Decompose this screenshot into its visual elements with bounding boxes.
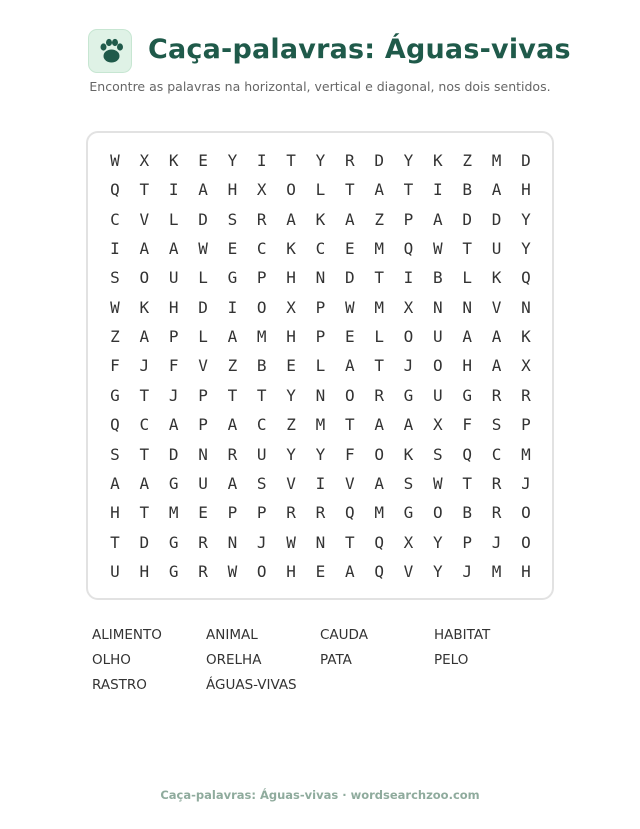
grid-letter[interactable]: L — [315, 356, 326, 376]
grid-letter[interactable]: A — [433, 209, 443, 229]
word-list-item: CAUDA — [320, 627, 368, 643]
grid-letter[interactable]: K — [168, 151, 179, 170]
grid-letter[interactable]: W — [344, 297, 355, 317]
grid-letter[interactable]: W — [198, 239, 208, 259]
grid-letter[interactable]: T — [139, 444, 150, 464]
grid-letter[interactable]: Y — [521, 239, 531, 259]
grid-letter[interactable]: Y — [403, 151, 414, 170]
grid-letter[interactable]: N — [315, 268, 326, 288]
grid-letter[interactable]: E — [286, 356, 296, 376]
grid-letter[interactable]: W — [110, 151, 120, 170]
grid-letter[interactable]: A — [344, 561, 355, 581]
grid-letter[interactable]: F — [462, 415, 472, 435]
grid-letter[interactable]: H — [462, 356, 472, 376]
grid-letter[interactable]: R — [198, 561, 208, 581]
grid-letter[interactable]: G — [403, 385, 414, 405]
grid-letter[interactable]: I — [433, 180, 443, 200]
grid-letter[interactable]: A — [227, 473, 238, 493]
grid-letter[interactable]: Y — [227, 151, 238, 170]
grid-letter[interactable]: P — [256, 268, 267, 288]
grid-letter[interactable]: T — [227, 385, 238, 405]
grid-letter[interactable]: N — [227, 532, 238, 552]
grid-letter[interactable]: I — [315, 473, 326, 493]
grid-letter[interactable]: S — [227, 209, 238, 229]
grid-letter[interactable]: V — [403, 561, 414, 581]
grid-letter[interactable]: O — [256, 561, 267, 581]
grid-letter[interactable]: N — [315, 532, 326, 552]
grid-letter[interactable]: T — [110, 532, 120, 552]
grid-letter[interactable]: C — [491, 444, 502, 464]
grid-letter[interactable]: A — [374, 473, 384, 493]
grid-letter[interactable]: D — [139, 532, 150, 552]
grid-letter[interactable]: J — [256, 532, 267, 552]
grid-letter[interactable]: T — [344, 532, 355, 552]
grid-letter[interactable]: M — [374, 297, 384, 317]
grid-letter[interactable]: Y — [433, 561, 443, 581]
word-list-item: RASTRO — [92, 677, 147, 693]
grid-letter[interactable]: P — [315, 327, 326, 347]
grid-letter[interactable]: D — [462, 209, 472, 229]
grid-letter[interactable]: P — [462, 532, 472, 552]
grid-letter[interactable]: U — [433, 327, 443, 347]
grid-letter[interactable]: O — [521, 503, 531, 523]
grid-letter[interactable]: N — [315, 385, 326, 405]
grid-letter[interactable]: P — [521, 415, 531, 435]
grid-letter[interactable]: L — [462, 268, 472, 288]
grid-letter[interactable]: A — [491, 327, 502, 347]
grid-letter[interactable]: A — [227, 327, 238, 347]
grid-letter[interactable]: X — [256, 180, 267, 200]
grid-letter[interactable]: K — [315, 209, 326, 229]
paw-icon — [89, 30, 133, 74]
grid-letter[interactable]: M — [256, 327, 267, 347]
word-list-item: HABITAT — [434, 627, 491, 643]
grid-letter[interactable]: T — [403, 180, 414, 200]
header — [0, 29, 640, 75]
grid-letter[interactable]: J — [139, 356, 150, 376]
grid-letter[interactable]: R — [521, 385, 531, 405]
grid-letter[interactable]: B — [433, 268, 443, 288]
grid-letter[interactable]: D — [198, 297, 208, 317]
grid-letter[interactable]: M — [491, 151, 502, 170]
grid-letter[interactable]: J — [403, 356, 414, 376]
grid-letter[interactable]: R — [491, 503, 502, 523]
grid-letter[interactable]: D — [521, 151, 531, 170]
grid-letter[interactable]: Z — [374, 209, 384, 229]
grid-letter[interactable]: D — [374, 151, 384, 170]
grid-letter[interactable]: M — [374, 239, 384, 259]
grid-letter[interactable]: F — [344, 444, 355, 464]
grid-letter[interactable]: R — [198, 532, 208, 552]
footer: Caça-palavras: Águas-vivas · wordsearchzoo.com — [160, 788, 480, 802]
grid-letter[interactable]: Z — [286, 415, 296, 435]
grid-letter[interactable]: M — [491, 561, 502, 581]
grid-letter[interactable]: P — [227, 503, 238, 523]
grid-letter[interactable]: G — [403, 503, 414, 523]
grid-letter[interactable]: M — [521, 444, 531, 464]
grid-letter[interactable]: K — [433, 151, 443, 170]
word-list-item: PELO — [434, 652, 469, 668]
grid-letter[interactable]: P — [256, 503, 267, 523]
grid-letter[interactable]: Z — [462, 151, 472, 170]
grid-letter[interactable]: H — [139, 561, 150, 581]
grid-letter[interactable]: U — [256, 444, 267, 464]
word-list-item: ORELHA — [206, 652, 262, 668]
grid-letter[interactable]: Y — [286, 444, 296, 464]
grid-letter[interactable]: J — [462, 561, 472, 581]
grid-letter[interactable]: E — [344, 327, 355, 347]
grid-letter[interactable]: N — [521, 297, 531, 317]
grid-letter[interactable]: X — [403, 297, 414, 317]
grid-letter[interactable]: S — [110, 268, 120, 288]
grid-letter[interactable]: E — [227, 239, 238, 259]
grid-letter[interactable]: O — [256, 297, 267, 317]
grid-letter[interactable]: C — [139, 415, 150, 435]
grid-letter[interactable]: A — [491, 180, 502, 200]
grid-letter[interactable]: R — [344, 151, 355, 170]
grid-letter[interactable]: C — [110, 209, 120, 229]
grid-letter[interactable]: Y — [286, 385, 296, 405]
grid-letter[interactable]: G — [110, 385, 120, 405]
grid-letter[interactable]: Q — [110, 415, 120, 435]
grid-letter[interactable]: V — [491, 297, 502, 317]
grid-letter[interactable]: H — [286, 268, 296, 288]
grid-letter[interactable]: O — [521, 532, 531, 552]
grid-letter[interactable]: M — [168, 503, 179, 523]
grid-letter[interactable]: B — [256, 356, 267, 376]
grid-letter[interactable]: A — [344, 209, 355, 229]
grid-letter[interactable]: L — [198, 327, 208, 347]
grid-letter[interactable]: A — [403, 415, 414, 435]
grid-letter[interactable]: E — [344, 239, 355, 259]
grid-letter[interactable]: L — [374, 327, 384, 347]
grid-letter[interactable]: A — [139, 239, 150, 259]
grid-letter[interactable]: X — [521, 356, 531, 376]
grid-letter[interactable]: G — [168, 532, 179, 552]
grid-letter[interactable]: K — [286, 239, 296, 259]
grid-letter[interactable]: S — [110, 444, 120, 464]
grid-letter[interactable]: Q — [462, 444, 472, 464]
grid-letter[interactable]: N — [462, 297, 472, 317]
grid-letter[interactable]: O — [286, 180, 296, 200]
grid-letter[interactable]: F — [168, 356, 179, 376]
grid-letter[interactable]: A — [139, 473, 150, 493]
grid-letter[interactable]: G — [462, 385, 472, 405]
grid-letter[interactable]: W — [433, 473, 443, 493]
grid-letter[interactable]: N — [433, 297, 443, 317]
grid-letter[interactable]: E — [198, 503, 208, 523]
grid-letter[interactable]: T — [286, 151, 296, 170]
grid-letter[interactable]: O — [344, 385, 355, 405]
grid-letter[interactable]: R — [286, 503, 296, 523]
grid-letter[interactable]: I — [256, 151, 267, 170]
grid-letter[interactable]: A — [139, 327, 150, 347]
grid-letter[interactable]: A — [198, 180, 208, 200]
grid-letter[interactable]: B — [462, 503, 472, 523]
grid-letter[interactable]: P — [198, 415, 208, 435]
grid-letter[interactable]: W — [286, 532, 296, 552]
grid-letter[interactable]: J — [521, 473, 531, 493]
grid-letter[interactable]: L — [315, 180, 326, 200]
grid-letter[interactable]: A — [374, 415, 384, 435]
grid-letter[interactable]: N — [198, 444, 208, 464]
grid-letter[interactable]: S — [256, 473, 267, 493]
word-list-item: OLHO — [92, 652, 131, 668]
grid-letter[interactable]: W — [110, 297, 120, 317]
grid-letter[interactable]: I — [110, 239, 120, 259]
grid-letter[interactable]: C — [256, 415, 267, 435]
grid-letter[interactable]: X — [433, 415, 443, 435]
grid-letter[interactable]: C — [315, 239, 326, 259]
page-title: Caça-palavras: Águas-vivas — [148, 34, 571, 65]
grid-letter[interactable]: K — [521, 327, 531, 347]
grid-letter[interactable]: D — [168, 444, 179, 464]
grid-letter[interactable]: P — [315, 297, 326, 317]
grid-letter[interactable]: W — [227, 561, 238, 581]
grid-letter[interactable]: V — [286, 473, 296, 493]
word-list-item: ANIMAL — [206, 627, 258, 643]
grid-letter[interactable]: R — [374, 385, 384, 405]
grid-letter[interactable]: P — [168, 327, 179, 347]
grid-letter[interactable]: L — [168, 209, 179, 229]
grid-letter[interactable]: M — [315, 415, 326, 435]
grid-letter[interactable]: X — [403, 532, 414, 552]
grid-letter[interactable]: H — [521, 561, 531, 581]
grid-letter[interactable]: U — [198, 473, 208, 493]
grid-letter[interactable]: Z — [110, 327, 120, 347]
letter-grid — [86, 131, 554, 600]
grid-letter[interactable]: V — [139, 209, 150, 229]
grid-letter[interactable]: M — [374, 503, 384, 523]
instructions: Encontre as palavras na horizontal, vertical e diagonal, nos dois sentidos. — [89, 79, 551, 94]
grid-letter[interactable]: T — [139, 503, 150, 523]
grid-letter[interactable]: H — [286, 561, 296, 581]
grid-letter[interactable]: R — [491, 473, 502, 493]
grid-letter[interactable]: T — [462, 473, 472, 493]
grid-letter[interactable]: P — [198, 385, 208, 405]
grid-letter[interactable]: U — [110, 561, 120, 581]
grid-letter[interactable]: T — [344, 180, 355, 200]
grid-letter[interactable]: U — [168, 268, 179, 288]
grid-letter[interactable]: O — [433, 356, 443, 376]
word-list-item: PATA — [320, 652, 352, 668]
grid-letter[interactable]: B — [462, 180, 472, 200]
word-list-item: ALIMENTO — [92, 627, 162, 643]
grid-letter[interactable]: T — [139, 180, 150, 200]
grid-letter[interactable]: R — [256, 209, 267, 229]
grid-letter[interactable]: H — [110, 503, 120, 523]
grid-letter[interactable]: U — [433, 385, 443, 405]
grid-letter[interactable]: A — [168, 239, 179, 259]
grid-letter[interactable]: T — [374, 268, 384, 288]
grid-letter[interactable]: V — [198, 356, 208, 376]
grid-letter[interactable]: O — [433, 503, 443, 523]
grid-letter[interactable]: T — [139, 385, 150, 405]
grid-letter[interactable]: Q — [374, 561, 384, 581]
grid-letter[interactable]: Z — [227, 356, 238, 376]
grid-letter[interactable]: C — [256, 239, 267, 259]
grid-letter[interactable]: D — [491, 209, 502, 229]
grid-letter[interactable]: E — [198, 151, 208, 170]
grid-letter[interactable]: Y — [521, 209, 531, 229]
grid-letter[interactable]: H — [286, 327, 296, 347]
grid-letter[interactable]: T — [256, 385, 267, 405]
grid-letter[interactable]: A — [227, 415, 238, 435]
grid-letter[interactable]: A — [374, 180, 384, 200]
grid-letter[interactable]: S — [491, 415, 502, 435]
word-list-item: ÁGUAS-VIVAS — [206, 677, 297, 693]
grid-letter[interactable]: Q — [374, 532, 384, 552]
grid-letter[interactable]: A — [462, 327, 472, 347]
grid-letter[interactable]: G — [168, 473, 179, 493]
grid-letter[interactable]: I — [403, 268, 414, 288]
grid-letter[interactable]: Y — [433, 532, 443, 552]
grid-letter[interactable]: O — [403, 327, 414, 347]
grid-letter[interactable]: T — [462, 239, 472, 259]
grid-letter[interactable]: O — [139, 268, 150, 288]
grid-letter[interactable]: F — [110, 356, 120, 376]
grid-letter[interactable]: G — [168, 561, 179, 581]
grid-letter[interactable]: Y — [315, 444, 326, 464]
grid-letter[interactable]: D — [198, 209, 208, 229]
grid-letter[interactable]: S — [403, 473, 414, 493]
grid-letter[interactable]: R — [315, 503, 326, 523]
grid-letter[interactable]: Y — [315, 151, 326, 170]
grid-letter[interactable]: P — [403, 209, 414, 229]
grid-letter[interactable]: A — [110, 473, 120, 493]
grid-letter[interactable]: K — [403, 444, 414, 464]
grid-letter[interactable]: Q — [110, 180, 120, 200]
grid-letter[interactable]: A — [168, 415, 179, 435]
grid-letter[interactable]: I — [227, 297, 238, 317]
grid-letter[interactable]: D — [344, 268, 355, 288]
grid-letter[interactable]: Q — [403, 239, 414, 259]
grid-letter[interactable]: A — [286, 209, 296, 229]
grid-letter[interactable]: J — [168, 385, 179, 405]
grid-letter[interactable]: K — [139, 297, 150, 317]
grid-letter[interactable]: T — [344, 415, 355, 435]
grid-letter[interactable]: X — [139, 151, 150, 170]
grid-letter[interactable]: Q — [344, 503, 355, 523]
grid-letter[interactable]: W — [433, 239, 443, 259]
grid-letter[interactable]: E — [315, 561, 326, 581]
grid-letter[interactable]: I — [168, 180, 179, 200]
grid-letter[interactable]: T — [374, 356, 384, 376]
grid-letter[interactable]: X — [286, 297, 296, 317]
grid-letter[interactable]: L — [198, 268, 208, 288]
grid-letter[interactable]: K — [491, 268, 502, 288]
grid-letter[interactable]: O — [374, 444, 384, 464]
grid-letter[interactable]: V — [344, 473, 355, 493]
grid-letter[interactable]: G — [227, 268, 238, 288]
logo — [88, 29, 132, 73]
grid-letter[interactable]: Q — [521, 268, 531, 288]
grid-letter[interactable]: R — [227, 444, 238, 464]
grid-letter[interactable]: R — [491, 385, 502, 405]
grid-letter[interactable]: A — [491, 356, 502, 376]
grid-letter[interactable]: H — [227, 180, 238, 200]
grid-letter[interactable]: J — [491, 532, 502, 552]
grid-letter[interactable]: S — [433, 444, 443, 464]
grid-letter[interactable]: H — [521, 180, 531, 200]
grid-letter[interactable]: A — [344, 356, 355, 376]
grid-letter[interactable]: U — [491, 239, 502, 259]
grid-letter[interactable]: H — [168, 297, 179, 317]
